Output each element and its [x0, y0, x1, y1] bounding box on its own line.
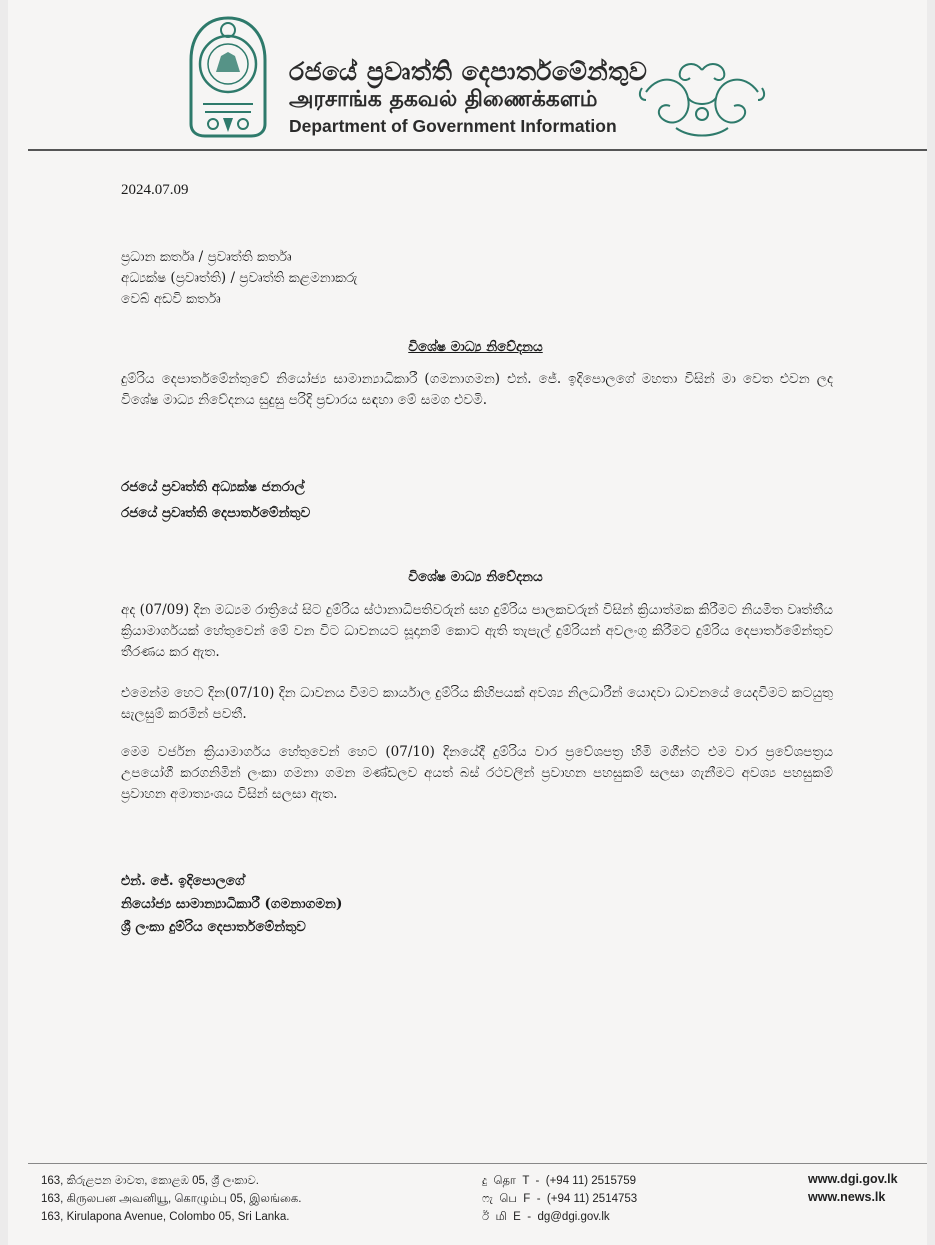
- addressee-line: වෙබ් අඩවි කර්තෘ: [121, 291, 221, 307]
- notice-paragraph-2: එමෙන්ම හෙට දින(07/10) දින ධාවනය වීමට කාර්යාල දුම්රිය කිහිපයක් අවශ්‍ය නිලධාරීන් යොදවා ධාවනයේ යෙදවීමට කටයුතු සැලසුම් කරමින් පවතී.: [121, 685, 833, 722]
- notice-paragraph-3: මෙම වර්ජන ක්‍රියාමාර්ගය හේතුවෙන් හෙට (07/10) දිනයේදී දුම්රිය වාර ප්‍රවේශපත්‍ර හිමි මගීන්ට එම වාර ප්‍රවේශපත්‍රය උපයෝගී කරගනිමින් ලංකා ගමනා ගමන මණ්ඩලව අයත් බස් රථවලින් ප්‍රවාහන පහසුකම් සලසා ගැනීමට අවශ්‍ය පහසුකම් ප්‍රවාහන අමාත්‍යංශය විසින් සලසා ඇත.: [121, 744, 833, 802]
- department-name-sinhala: රජයේ ප්‍රවෘත්ති දෙපාර්තමේන්තුව: [289, 57, 648, 86]
- notice-paragraph-1: අද (07/09) දින මධ්‍යම රාත්‍රියේ සිට දුම්රිය ස්ථානාධිපතිවරුන් සහ දුම්රිය පාලකවරුන් විසින් ක්‍රියාත්මක කිරීමට නියමිත වෘත්තීය ක්‍රියාමාර්ගයක් හේතුවෙන් මේ වන විට ධාවනයට සූදානම් කොට ඇති තැපැල් දුම්රියන් අවලංගු කිරීමට දුම්රිය දෙපාර්තමේන්තුව තීරණය කර ඇත.: [121, 602, 833, 660]
- signatory-block-2: [121, 870, 342, 939]
- address-tamil: 163, கிருலபன அவனியூ, கொழும்பு 05, இலங்கை.: [41, 1193, 302, 1205]
- telephone: දු தொ T - (+94 11) 2515759: [482, 1175, 637, 1187]
- signatory-line: එන්. ජේ. ඉදිපොලගේ: [121, 873, 245, 889]
- footer-divider: [28, 1163, 927, 1164]
- website-link-news[interactable]: www.news.lk: [808, 1190, 886, 1204]
- forwarding-paragraph: දුම්රිය දෙපාර්තමේන්තුවේ නියෝජ්‍ය සාමාන්‍යාධිකාරී (ගමනාගමන) එන්. ජේ. ඉදිපොලගේ මහතා විසින් මා වෙත එවන ලද විශේෂ මාධ්‍ය නිවේදනය සුදුසු පරිදි ප්‍රචාරය සඳහා මේ සමග එවමි.: [121, 371, 833, 408]
- fax: ෆැ பெ F - (+94 11) 2514753: [482, 1193, 638, 1205]
- signatory-line: ශ්‍රී ලංකා දුම්රිය දෙපාර්තමේන්තුව: [121, 919, 306, 935]
- signatory-line: රජයේ ප්‍රවෘත්ති දෙපාර්තමේන්තුව: [121, 505, 311, 521]
- department-name-tamil: அரசாங்க தகவல் திணைக்களம்: [289, 87, 598, 112]
- addressee-block: [121, 247, 357, 310]
- website-link-dgi[interactable]: www.dgi.gov.lk: [808, 1172, 898, 1186]
- footer-contact: [482, 1172, 637, 1226]
- addressee-line: අධ්‍යක්ෂ (ප්‍රවෘත්ති) / ප්‍රවෘත්ති කළමනාකරු: [121, 270, 358, 286]
- department-title: [289, 58, 647, 138]
- department-name-english: Department of Government Information: [289, 116, 617, 136]
- footer-address: [41, 1172, 301, 1226]
- letter-date: 2024.07.09: [121, 182, 189, 198]
- document-page: [8, 0, 927, 1245]
- signatory-line: නියෝජ්‍ය සාමාන්‍යාධිකාරී (ගමනාගමන): [121, 896, 343, 912]
- signatory-line: රජයේ ප්‍රවෘත්ති අධ්‍යක්ෂ ජනරාල්: [121, 479, 305, 495]
- address-sinhala: 163, කිරුළපන මාවත, කොළඹ 05, ශ්‍රී ලංකාව.: [41, 1175, 259, 1187]
- sri-lanka-emblem-icon: [183, 14, 273, 142]
- address-english: 163, Kirulapona Avenue, Colombo 05, Sri Lanka.: [41, 1211, 290, 1223]
- footer-websites: [808, 1170, 898, 1206]
- swan-ornament-icon: [636, 58, 768, 142]
- header-divider: [28, 149, 927, 151]
- heading-special-media-notice: විශේෂ මාධ්‍ය නිවේදනය: [408, 339, 543, 355]
- addressee-line: ප්‍රධාන කර්තෘ / ප්‍රවෘත්ති කර්තෘ: [121, 249, 292, 265]
- heading-media-notice-body: විශේෂ මාධ්‍ය නිවේදනය: [408, 569, 543, 585]
- signatory-block-1: [121, 474, 310, 526]
- email-link[interactable]: ඊ மி E - dg@dgi.gov.lk: [482, 1211, 610, 1223]
